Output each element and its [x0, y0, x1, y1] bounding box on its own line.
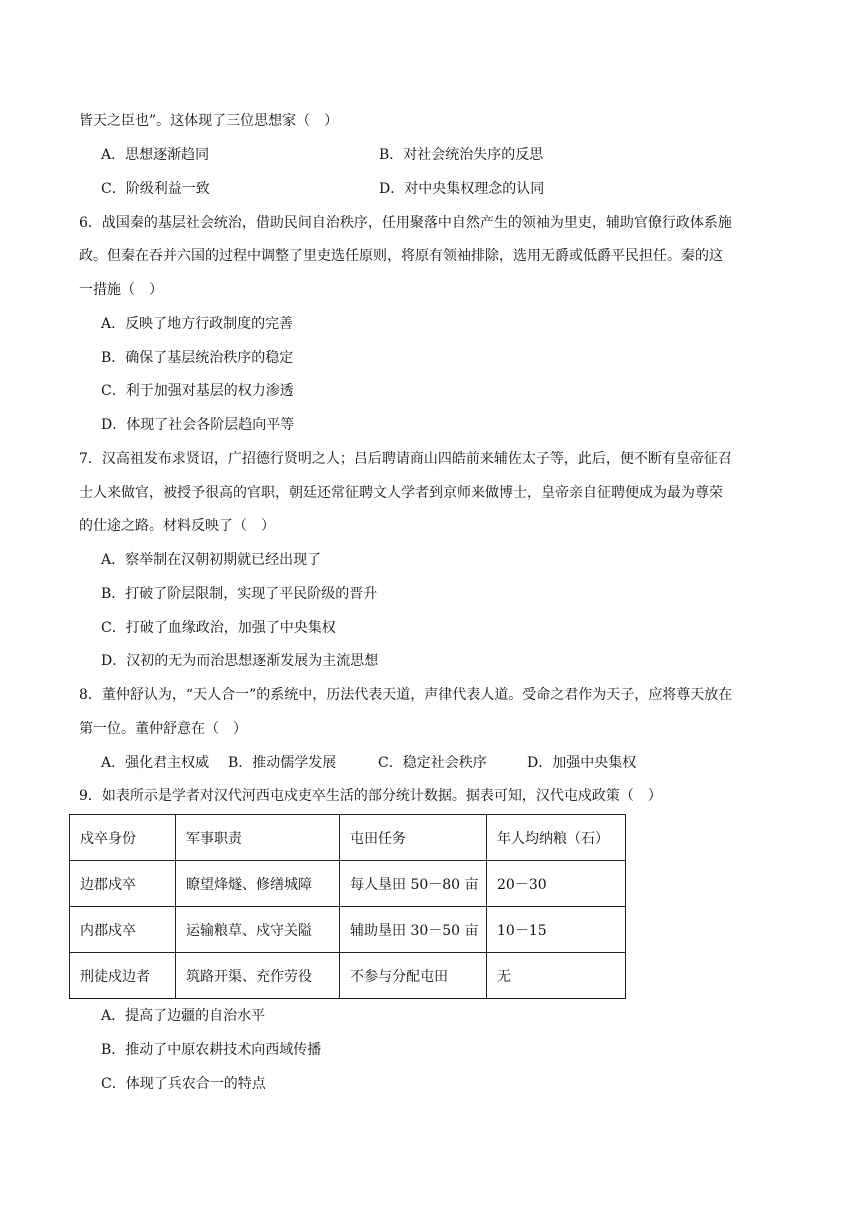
q7-stem-line3: 的仕途之路。材料反映了（ ） — [79, 518, 275, 534]
q7-option-c[interactable]: C．打破了血缘政治，加强了中央集权 — [101, 620, 336, 636]
q7-option-d[interactable]: D．汉初的无为而治思想逐渐发展为主流思想 — [101, 653, 379, 669]
q5-stem-tail: 皆天之臣也”。这体现了三位思想家（ ） — [79, 113, 339, 129]
q7-stem-line2: 士人来做官，被授予很高的官职，朝廷还常征聘文人学者到京师来做博士，皇帝亲自征聘便成为最为尊荣 — [79, 485, 723, 501]
table-row — [70, 953, 626, 999]
table-cell: 刑徒戍边者 — [70, 953, 176, 999]
q9-option-a[interactable]: A．提高了边疆的自治水平 — [101, 1008, 266, 1024]
q6-stem-line1: 6．战国秦的基层社会统治，借助民间自治秩序，任用聚落中自然产生的领袖为里吏，辅助官僚行政体系施 — [79, 215, 732, 231]
table-cell: 瞭望烽燧、修缮城障 — [176, 861, 340, 907]
q8-stem-line1: 8．董仲舒认为，“天人合一”的系统中，历法代表天道，声律代表人道。受命之君作为天子，应将尊天放在 — [79, 687, 733, 703]
q6-stem-line3: 一措施（ ） — [79, 282, 163, 298]
q5-option-b[interactable]: B．对社会统治失序的反思 — [379, 147, 544, 163]
table-cell: 内郡戍卒 — [70, 907, 176, 953]
table-cell: 10－15 — [487, 907, 626, 953]
table-cell: 运输粮草、戍守关隘 — [176, 907, 340, 953]
q9-stem: 9．如表所示是学者对汉代河西屯戍吏卒生活的部分统计数据。据表可知，汉代屯戍政策（ ） — [79, 788, 662, 804]
q5-option-d[interactable]: D．对中央集权理念的认同 — [379, 181, 545, 197]
q6-stem-line2: 政。但秦在吞并六国的过程中调整了里吏选任原则，将原有领袖排除，选用无爵或低爵平民担任。秦的这 — [79, 248, 723, 264]
q8-option-d[interactable]: D．加强中央集权 — [527, 755, 637, 771]
table-cell: 不参与分配屯田 — [340, 953, 487, 999]
table-cell: 每人垦田 50－80 亩 — [340, 861, 487, 907]
q6-option-d[interactable]: D．体现了社会各阶层趋向平等 — [101, 417, 295, 433]
q6-option-c[interactable]: C．利于加强对基层的权力渗透 — [101, 383, 294, 399]
q7-stem-line1: 7．汉高祖发布求贤诏，广招德行贤明之人；吕后聘请商山四皓前来辅佐太子等，此后，便不断有皇帝征召 — [79, 451, 732, 467]
q9-option-c[interactable]: C．体现了兵农合一的特点 — [101, 1076, 266, 1092]
q7-option-b[interactable]: B．打破了阶层限制，实现了平民阶级的晋升 — [101, 586, 378, 602]
table-header-row — [70, 815, 626, 861]
q8-option-a[interactable]: A．强化君主权威 — [101, 755, 210, 771]
table-cell: 无 — [487, 953, 626, 999]
q6-option-a[interactable]: A．反映了地方行政制度的完善 — [101, 316, 294, 332]
q8-stem-line2: 第一位。董仲舒意在（ ） — [79, 721, 247, 737]
table-cell: 筑路开渠、充作劳役 — [176, 953, 340, 999]
table-cell: 辅助垦田 30－50 亩 — [340, 907, 487, 953]
table-header-cell: 屯田任务 — [340, 815, 487, 861]
q7-option-a[interactable]: A．察举制在汉朝初期就已经出现了 — [101, 552, 322, 568]
q6-option-b[interactable]: B．确保了基层统治秩序的稳定 — [101, 350, 294, 366]
table-header-cell: 军事职责 — [176, 815, 340, 861]
table-cell: 20－30 — [487, 861, 626, 907]
table-header-cell: 戍卒身份 — [70, 815, 176, 861]
table-row — [70, 907, 626, 953]
q5-option-a[interactable]: A．思想逐渐趋同 — [101, 147, 210, 163]
table-header-cell: 年人均纳粮（石） — [487, 815, 626, 861]
table-row — [70, 861, 626, 907]
table-cell: 边郡戍卒 — [70, 861, 176, 907]
q9-data-table — [69, 814, 626, 999]
q9-option-b[interactable]: B．推动了中原农耕技术向西域传播 — [101, 1042, 322, 1058]
q8-option-b[interactable]: B．推动儒学发展 — [228, 755, 337, 771]
q8-option-c[interactable]: C．稳定社会秩序 — [378, 755, 487, 771]
q5-option-c[interactable]: C．阶级利益一致 — [101, 181, 210, 197]
